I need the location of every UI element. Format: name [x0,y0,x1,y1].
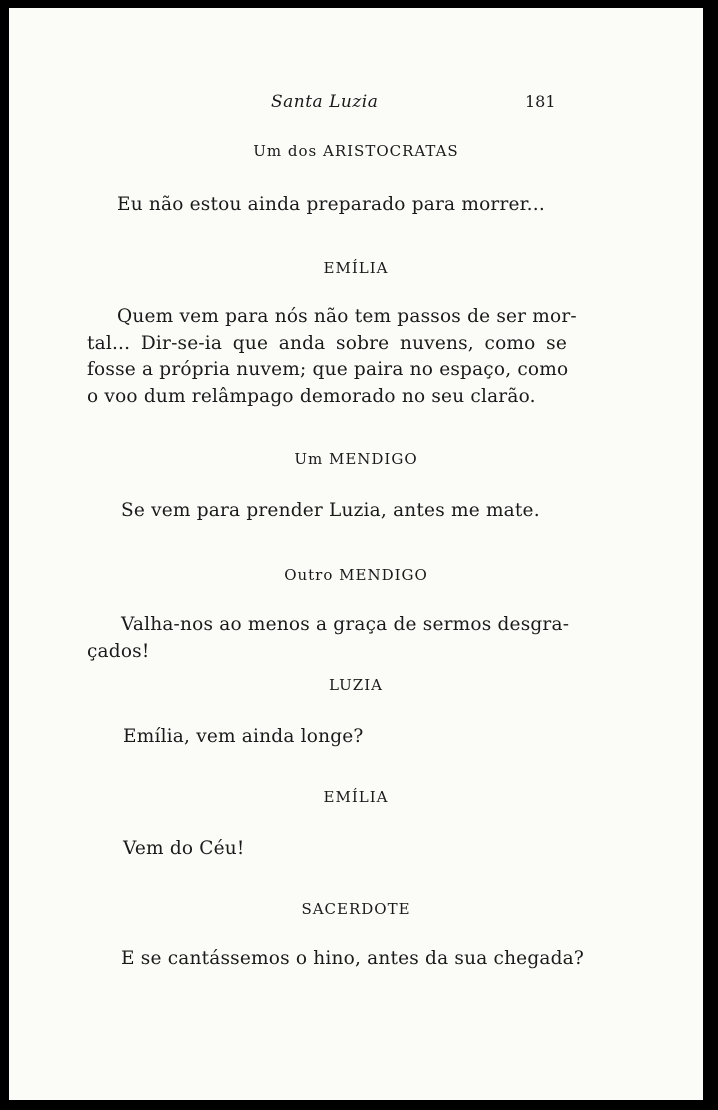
dialogue-line: Eu não estou ainda preparado para morrer... [117,194,545,215]
dialogue-line: çados! [87,641,150,662]
dialogue-line: Vem do Céu! [123,838,245,859]
speaker-label: EMÍLIA [323,788,389,806]
dialogue-line: Quem vem para nós não tem passos de ser mor- [117,306,577,327]
page-number: 181 [525,92,556,111]
speaker-label: LUZIA [329,676,383,694]
running-header [9,92,703,118]
dialogue-line: tal... Dir-se-ia que anda sobre nuvens, como se [87,333,567,354]
speaker-label: Um dos ARISTOCRATAS [253,142,459,160]
speaker-label: SACERDOTE [301,900,411,918]
dialogue-line: Valha-nos ao menos a graça de sermos desgra- [121,614,570,635]
speaker-label: EMÍLIA [323,259,389,277]
dialogue-line: E se cantássemos o hino, antes da sua chegada? [121,948,584,969]
dialogue-line: fosse a própria nuvem; que paira no espaço, como [87,359,569,380]
book-page [9,8,703,1100]
dialogue-line: Emília, vem ainda longe? [123,726,364,747]
dialogue-line: Se vem para prender Luzia, antes me mate. [121,500,540,521]
speaker-label: Outro MENDIGO [284,566,428,584]
running-title: Santa Luzia [271,92,379,112]
speaker-label: Um MENDIGO [294,450,418,468]
dialogue-line: o voo dum relâmpago demorado no seu clarão. [87,386,536,407]
